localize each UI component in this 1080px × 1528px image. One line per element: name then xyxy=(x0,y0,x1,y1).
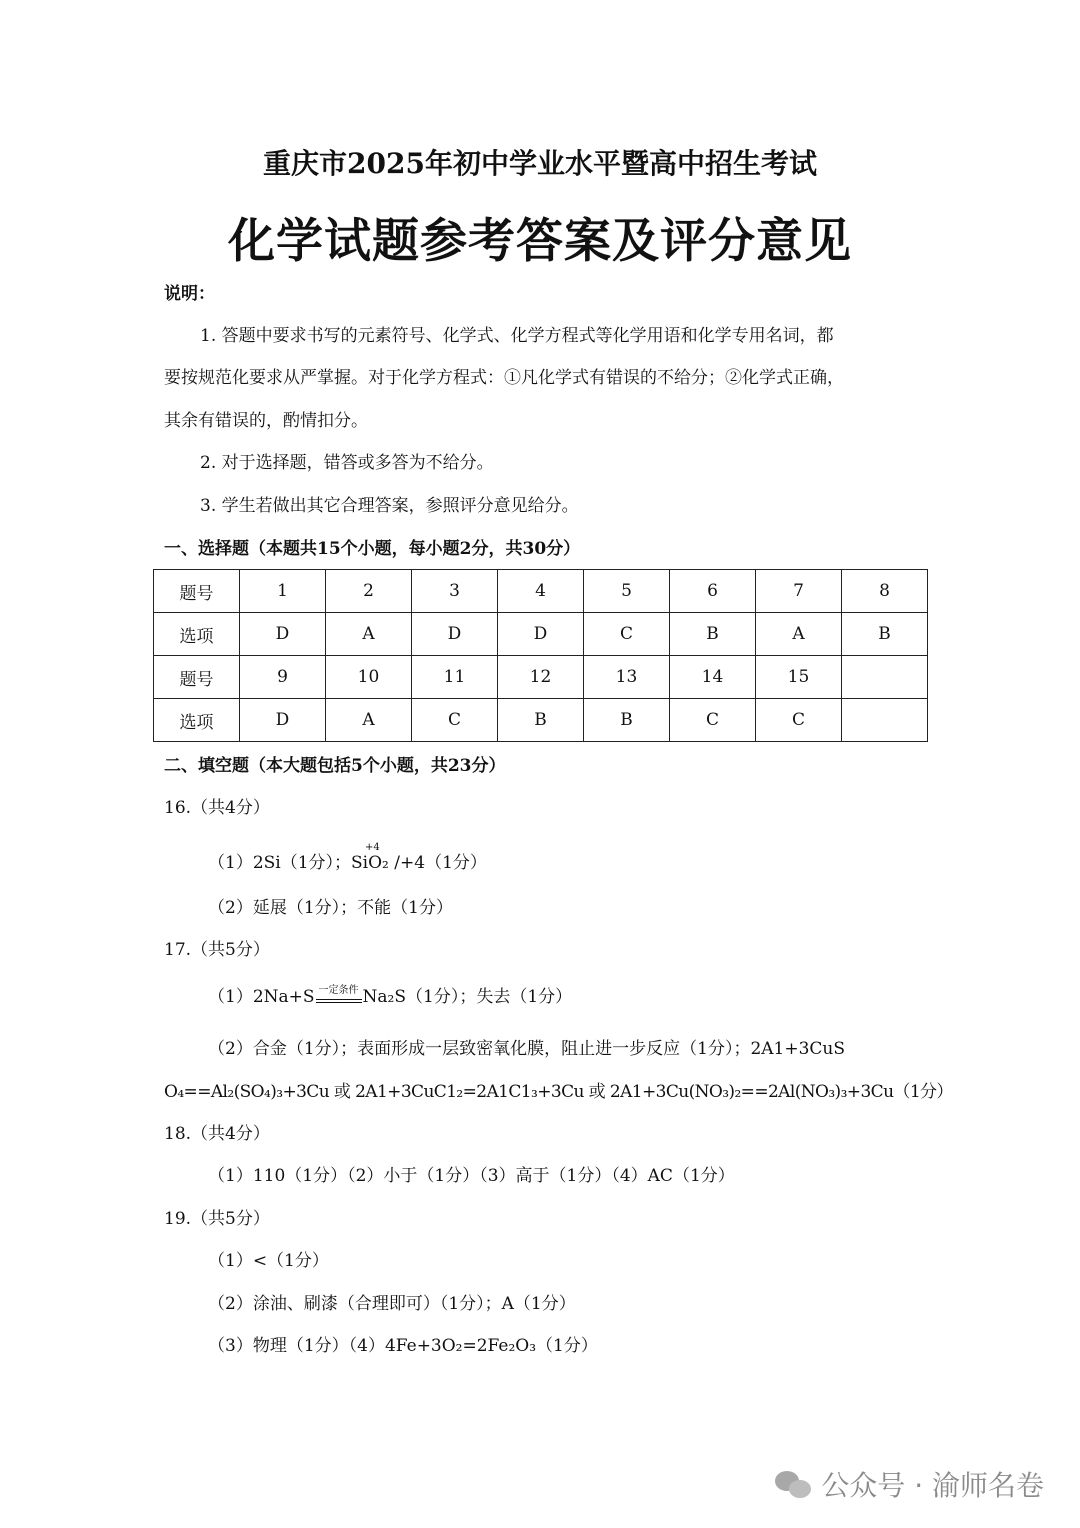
note-line: 3. 学生若做出其它合理答案，参照评分意见给分。 xyxy=(200,496,579,516)
q16-answer-2: （2）延展（1分）；不能（1分） xyxy=(208,898,453,918)
section2-heading: 二、填空题（本大题包括5个小题，共23分） xyxy=(164,756,506,776)
watermark xyxy=(775,1464,1044,1504)
answer-cell: 11 xyxy=(412,656,498,699)
notes-label: 说明： xyxy=(164,284,215,304)
q19-answer-2: （2）涂油、刷漆（合理即可）（1分）；A（1分） xyxy=(208,1294,576,1314)
q16-a1-post: /+4（1分） xyxy=(388,853,487,873)
watermark-text: 公众号 · 渝师名卷 xyxy=(821,1469,1044,1502)
answer-cell: D xyxy=(240,699,326,742)
oxidation-state: +4 xyxy=(365,842,380,853)
answer-cell: D xyxy=(412,613,498,656)
answer-cell: 5 xyxy=(584,570,670,613)
note-line: 其余有错误的，酌情扣分。 xyxy=(164,411,368,431)
q16-formula xyxy=(351,842,389,873)
answer-cell: A xyxy=(326,613,412,656)
answer-cell: C xyxy=(412,699,498,742)
formula: SiO₂ xyxy=(351,853,389,873)
exam-subtitle: 重庆市2025年初中学业水平暨高中招生考试 xyxy=(263,147,817,180)
answer-cell: C xyxy=(756,699,842,742)
answer-cell: A xyxy=(756,613,842,656)
table-row xyxy=(154,656,928,699)
q16-a1-pre: （1）2Si（1分）； xyxy=(208,853,352,873)
q17-answer-1 xyxy=(208,986,572,1008)
document-title: 化学试题参考答案及评分意见 xyxy=(228,214,852,269)
table-row xyxy=(154,613,928,656)
q18-title: 18.（共4分） xyxy=(164,1124,270,1144)
table-row xyxy=(154,699,928,742)
note-line: 1. 答题中要求书写的元素符号、化学式、化学方程式等化学用语和化学专用名词，都 xyxy=(200,326,834,346)
table-row xyxy=(154,570,928,613)
q17-a1-pre: （1）2Na+S xyxy=(208,987,315,1007)
answer-cell: A xyxy=(326,699,412,742)
answer-cell: B xyxy=(670,613,756,656)
answer-cell: 7 xyxy=(756,570,842,613)
answer-cell: 3 xyxy=(412,570,498,613)
answer-cell: 12 xyxy=(498,656,584,699)
row-header-cell: 题号 xyxy=(154,570,240,613)
equals-sign xyxy=(316,999,362,1003)
answer-cell: B xyxy=(498,699,584,742)
answer-cell: 4 xyxy=(498,570,584,613)
q17-a1-post: Na₂S（1分）；失去（1分） xyxy=(362,987,573,1007)
answer-cell: C xyxy=(584,613,670,656)
row-header-cell: 题号 xyxy=(154,656,240,699)
row-header-cell: 选项 xyxy=(154,613,240,656)
answer-cell: 10 xyxy=(326,656,412,699)
answer-cell: 15 xyxy=(756,656,842,699)
note-line: 要按规范化要求从严掌握。对于化学方程式：①凡化学式有错误的不给分；②化学式正确， xyxy=(164,368,844,388)
answer-cell: 1 xyxy=(240,570,326,613)
answer-cell: B xyxy=(584,699,670,742)
section1-heading: 一、选择题（本题共15个小题，每小题2分，共30分） xyxy=(164,539,581,559)
answer-cell: 8 xyxy=(842,570,928,613)
q19-title: 19.（共5分） xyxy=(164,1209,270,1229)
wechat-icon xyxy=(775,1469,813,1499)
answer-cell: 14 xyxy=(670,656,756,699)
answer-cell: 13 xyxy=(584,656,670,699)
q19-answer-3: （3）物理（1分）（4）4Fe+3O₂=2Fe₂O₃（1分） xyxy=(208,1336,598,1356)
answer-cell: B xyxy=(842,613,928,656)
answer-cell: 9 xyxy=(240,656,326,699)
q19-answer-1: （1）<（1分） xyxy=(208,1251,329,1271)
answer-cell xyxy=(842,699,928,742)
q17-answer-2-line1: （2）合金（1分）；表面形成一层致密氧化膜，阻止进一步反应（1分）；2A1+3CuS xyxy=(208,1039,846,1059)
q16-title: 16.（共4分） xyxy=(164,798,270,818)
answer-cell: 2 xyxy=(326,570,412,613)
answer-table xyxy=(153,569,928,742)
q17-answer-2-line2: O₄==Al₂(SO₄)₃+3Cu 或 2A1+3CuC1₂=2A1C1₃+3Cu 或 2A1+3Cu(NO₃)₂==2Al(NO₃)₃+3Cu（1分） xyxy=(164,1082,953,1102)
answer-cell xyxy=(842,656,928,699)
q18-answers: （1）110（1分）（2）小于（1分）（3）高于（1分）（4）AC（1分） xyxy=(208,1166,735,1186)
reaction-condition xyxy=(315,986,363,1008)
row-header-cell: 选项 xyxy=(154,699,240,742)
note-line: 2. 对于选择题，错答或多答为不给分。 xyxy=(200,453,494,473)
condition-text: 一定条件 xyxy=(318,985,359,996)
answer-cell: D xyxy=(240,613,326,656)
q17-title: 17.（共5分） xyxy=(164,940,270,960)
answer-cell: D xyxy=(498,613,584,656)
answer-cell: C xyxy=(670,699,756,742)
q16-answer-1 xyxy=(208,842,487,874)
answer-cell: 6 xyxy=(670,570,756,613)
